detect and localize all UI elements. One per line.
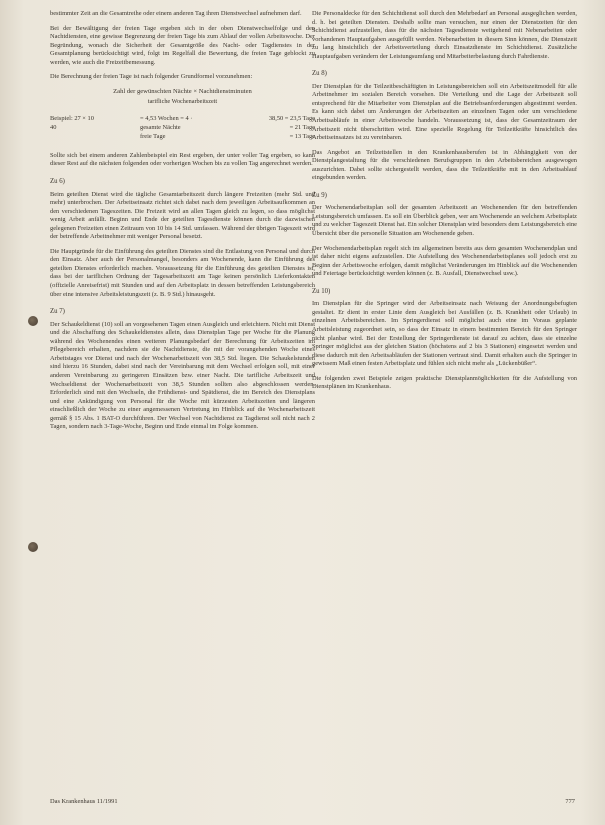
page-number: 777 <box>565 798 575 805</box>
section-heading: Zu 9) <box>312 191 327 199</box>
paragraph: Im Dienstplan für die Springer wird der Arbeitseinsatz nach Weisung der Anordnungsbefugten gestaltet. Er dient in erster Linie dem Ausgleich bei Ausfällen (z. B. Krankheit oder Urlaub) in einzelnen Arbeitsbereichen. Im Springerdienst soll möglichst auch eine im Voraus geplante Arbeitsleistung zugeordnet sein, so dass der Einsatz in einem bestimmten Bereich für den Springer nicht planbar wird. Bei der Erstellung der Springerdienste ist darauf zu achten, dass sie einzelne Springer möglichst aus der gleichen Station (höchstens auf 2 bis 3 Stationen) eingesetzt werden und diese dadurch mit den Arbeitsabläufen der Stationen vertraut sind. Damit erhalten auch die Springer in gewissem Maß einen festen Arbeitsplatz und fühlen sich nicht mehr als „Lückenbüßer“. <box>312 300 577 368</box>
calc-result: = 21 Tage <box>289 123 315 131</box>
section-heading: Zu 6) <box>50 178 65 186</box>
calc-result: = 13 Tage <box>289 132 315 140</box>
right-column <box>312 10 577 398</box>
paragraph: Beim geteilten Dienst wird die tägliche Gesamtarbeitszeit durch längere Freizeiten (mehr Std. und mehr) unterbrochen. Der Arbeitseinsatz richtet sich dabei nach dem jeweiligen Arbeitsaufkommen an den verschiedenen Tageszeiten. Die Freizeit wird an allen Tagen gleich zu legen, so dass möglichst wenig Arbeit anfällt. Beginn und Ende der geteilten Tagesdienste können durch die dazwischen gelegenen Freizeiten einen Zeitraum von 10 bis 14 Std. umfassen. Während der übrigen Tageszeit wird der betreffende Arbeitnehmer mit weniger Personal besetzt. <box>50 190 315 241</box>
paragraph: Sollte sich bei einem anderen Zahlenbeispiel ein Rest ergeben, der unter voller Tag ergeben, so kann dieser Rest auf die nächsten folgenden oder vorherigen Wochen bis zu vollen Tag angerechnet werden. <box>50 151 315 168</box>
section-heading: Zu 8) <box>312 70 327 78</box>
calc-mid: = 4,53 Wochen = 4 · <box>140 114 193 122</box>
paragraph: Die Berechnung der freien Tage ist nach folgender Grundformel vorzunehmen: <box>50 73 253 81</box>
section-heading: Zu 10) <box>312 287 331 295</box>
punch-hole-icon <box>28 316 38 326</box>
formula-denominator: tarifliche Wochenarbeitszeit <box>147 98 218 106</box>
paragraph: bestimmter Zeit an die Gesamtreihe oder einem anderen Tag ihren Dienstwechsel aufnehmen darf. <box>50 10 302 17</box>
paragraph: Die folgenden zwei Beispiele zeigen praktische Dienstplanmöglichkeiten für die Aufstellung von Dienstplänen im Krankenhaus. <box>312 374 577 391</box>
calculation-example <box>50 115 315 142</box>
left-column <box>50 10 315 438</box>
calc-label: Beispiel: 27 × 10 <box>50 114 94 122</box>
calc-label: 40 <box>50 123 57 131</box>
paragraph: Das Angebot an Teilzeitstellen in den Krankenhausberufen ist in Abhängigkeit von der Dienstplangestaltung für die verschiedenen Berufsgruppen in den Arbeitsbereichen ausgewogen auszurichten. Dabei sollte sichergestellt werden, dass die Teilzeitkräfte mit in den Arbeitsablauf eingebunden werden. <box>312 148 577 182</box>
paragraph: Der Schaukeldienst (10) soll an vorgesehenen Tagen einen Ausgleich und erleichtern. Nicht mit Dienst und die Abschaffung des Schaukeldienstes allein, dass Dienstplan Tage per Woche für die Planung während des Wochenendes einen weiteren Planungsbedarf der Berechnung für Arbeitszeiten im Pflegebereich erhalten, nachdem sie die Nachtdienste, die mit der vorangehenden Woche eines Arbeitstages vor Dienst und nach der Wochenarbeitszeit von 38,5 Std. liegen. Die Schaukelstunden sind hierzu 16 Stunden, dabei sind nach der Vereinbarung mit dem Wechsel erfolgen soll, mit einer anderen Vereinbarung zu geringeren Einsätzen bzw. einer Nacht. Die tarifliche Arbeitszeit und Wechseldienst der Wochenarbeitszeit von 38,5 Stunden sollten also abgeschlossen werden. Erforderlich sind mit den Wechseln, die Frühdienst- und Spätdienst, die im Bereich des Dienstplans und eine Ankündigung von Personal für die Woche mit kürzesten Arbeitszeiten und längeren einschließlich der Woche zu einer angemessenen Vertretung im Hinblick auf die Wochenarbeitszeit gemäß § 15 Abs. 1 BAT-O durchführen. Der Wechsel von Nachtdienst zu Tagdienst soll nicht nach 2 Tagen, sondern nach 3-Tage-Woche, Beginn und Ende einmal im Folge kommen. <box>50 320 315 431</box>
footer-journal: Das Krankenhaus 11/1991 <box>50 798 118 805</box>
calc-mid: gesamte Nächte <box>140 123 181 131</box>
calc-mid: freie Tage <box>140 132 166 140</box>
paragraph: Bei der Bewältigung der freien Tage ergeben sich in der oben Dienstwechselfolge und den Nachtdiensten, eine gewisse Begrenzung der freien Tage bis zum Ablauf der vollen Arbeitswoche. Der Begründung, wonach die Sicherheit der Gesamtgröße des Nacht- oder Tagdienstes in der Gesamtplanung berücksichtigt wird, folgt im Regelfall die Bewertung, die freien Tage geblockt zu werden, wie auch die Freizeitbemessung. <box>50 24 315 66</box>
paragraph: Der Wochenendarbeitsplan regelt sich im allgemeinen bereits aus dem gesamten Wochenendplan und ist daher nicht eigens aufzustellen. Die Aufstellung des Wochenendarbeitsplanes soll jedoch erst zu Beginn der Arbeitswoche erfolgen, damit möglichst Veränderungen im Hinblick auf die Wochenenden und Feiertage berücksichtigt werden können (z. B. Ausfall, Dienstwechsel usw.). <box>312 244 577 278</box>
paragraph: Die Personaldecke für den Schichtdienst soll durch den Mehrbedarf an Personal ausgeglichen werden, d. h. bei geteilten Diensten. Deshalb sollte man versuchen, nur einen der Dienstzeiten für den Schichtdienst aufzustellen, dass für die nächsten Tagesdienste weitgehend mit Nebenarbeiten oder vorhandenen Hauptaufgaben ausgefüllt werden. Nebenarbeiten in diesem Sinn können, die Dienstzeit zu lang hinsichtlich der Arbeitsverteilung durch Einsatzdienste im Schichtdienst. Zusätzliche Hauptaufgaben verändern der Leistungsumfang und Mitarbeiterbelastung durch Fahrdienste. <box>312 10 577 60</box>
calc-result: 38,50 = 23,5 Tage <box>268 114 315 122</box>
paragraph: Der Dienstplan für die Teilzeitbeschäftigten in Leistungsbereichen soll ein Arbeitszeitmodell für alle Arbeitnehmer im sozialen Bereich vorsehen. Die Verteilung und die Lage der Arbeitszeit soll entsprechend für die Mitarbeiter vom Dienstplan auf die Betriebsanforderungen abgestimmt werden. Es kann sich dabei um Änderungen der Arbeitszeiten an einzelnen Tagen oder um verschiedene Arbeitsabläufe in einer Arbeitswoche handeln. Voraussetzung ist, dass der Gesamtzeitraum der Arbeitszeit nicht überschritten wird. Eine spezielle Regelung für Teilzeitkräfte hinsichtlich des Arbeitseinsatzes ist zu vereinbaren. <box>312 82 577 142</box>
section-heading: Zu 7) <box>50 308 65 316</box>
punch-hole-icon <box>28 542 38 552</box>
paragraph: Der Wochenendarbeitsplan soll der gesamten Arbeitszeit an Wochenenden für den betreffenden Leistungsbereich umfassen. Es soll ein Überblick geben, wer am Wochenende an welchem Arbeitsplatz und zu welcher Tageszeit Dienst hat. Ein solcher Dienstplan wird besonders dem Leistungsbereich eine Übersicht über die personelle Situation am Wochenende geben. <box>312 204 577 238</box>
paragraph: Die Hauptgründe für die Einführung des geteilten Dienstes sind die Entlastung von Personal und durch den Einsatz. Aber auch der Personalmangel, besonders am Wochenende, kann die Einführung des geteilten Dienstes erforderlich machen. Voraussetzung für die Einführung des geteilten Dienstes ist, dass bei der tariflichen Ordnung der Tagesarbeitszeit am Tage keinen persönlich Lieferkontakten (offizielle Anreisefrist) mit Stunden und auf den Arbeitsplatz in dessen betreffenden Leistungsbereich über eine intensive Arbeitsleistungszeit (z. B. 9 Std.) hinausgeht. <box>50 247 315 298</box>
formula-title: Zahl der gewünschten Nächte × Nachtdienstminuten <box>113 87 252 95</box>
